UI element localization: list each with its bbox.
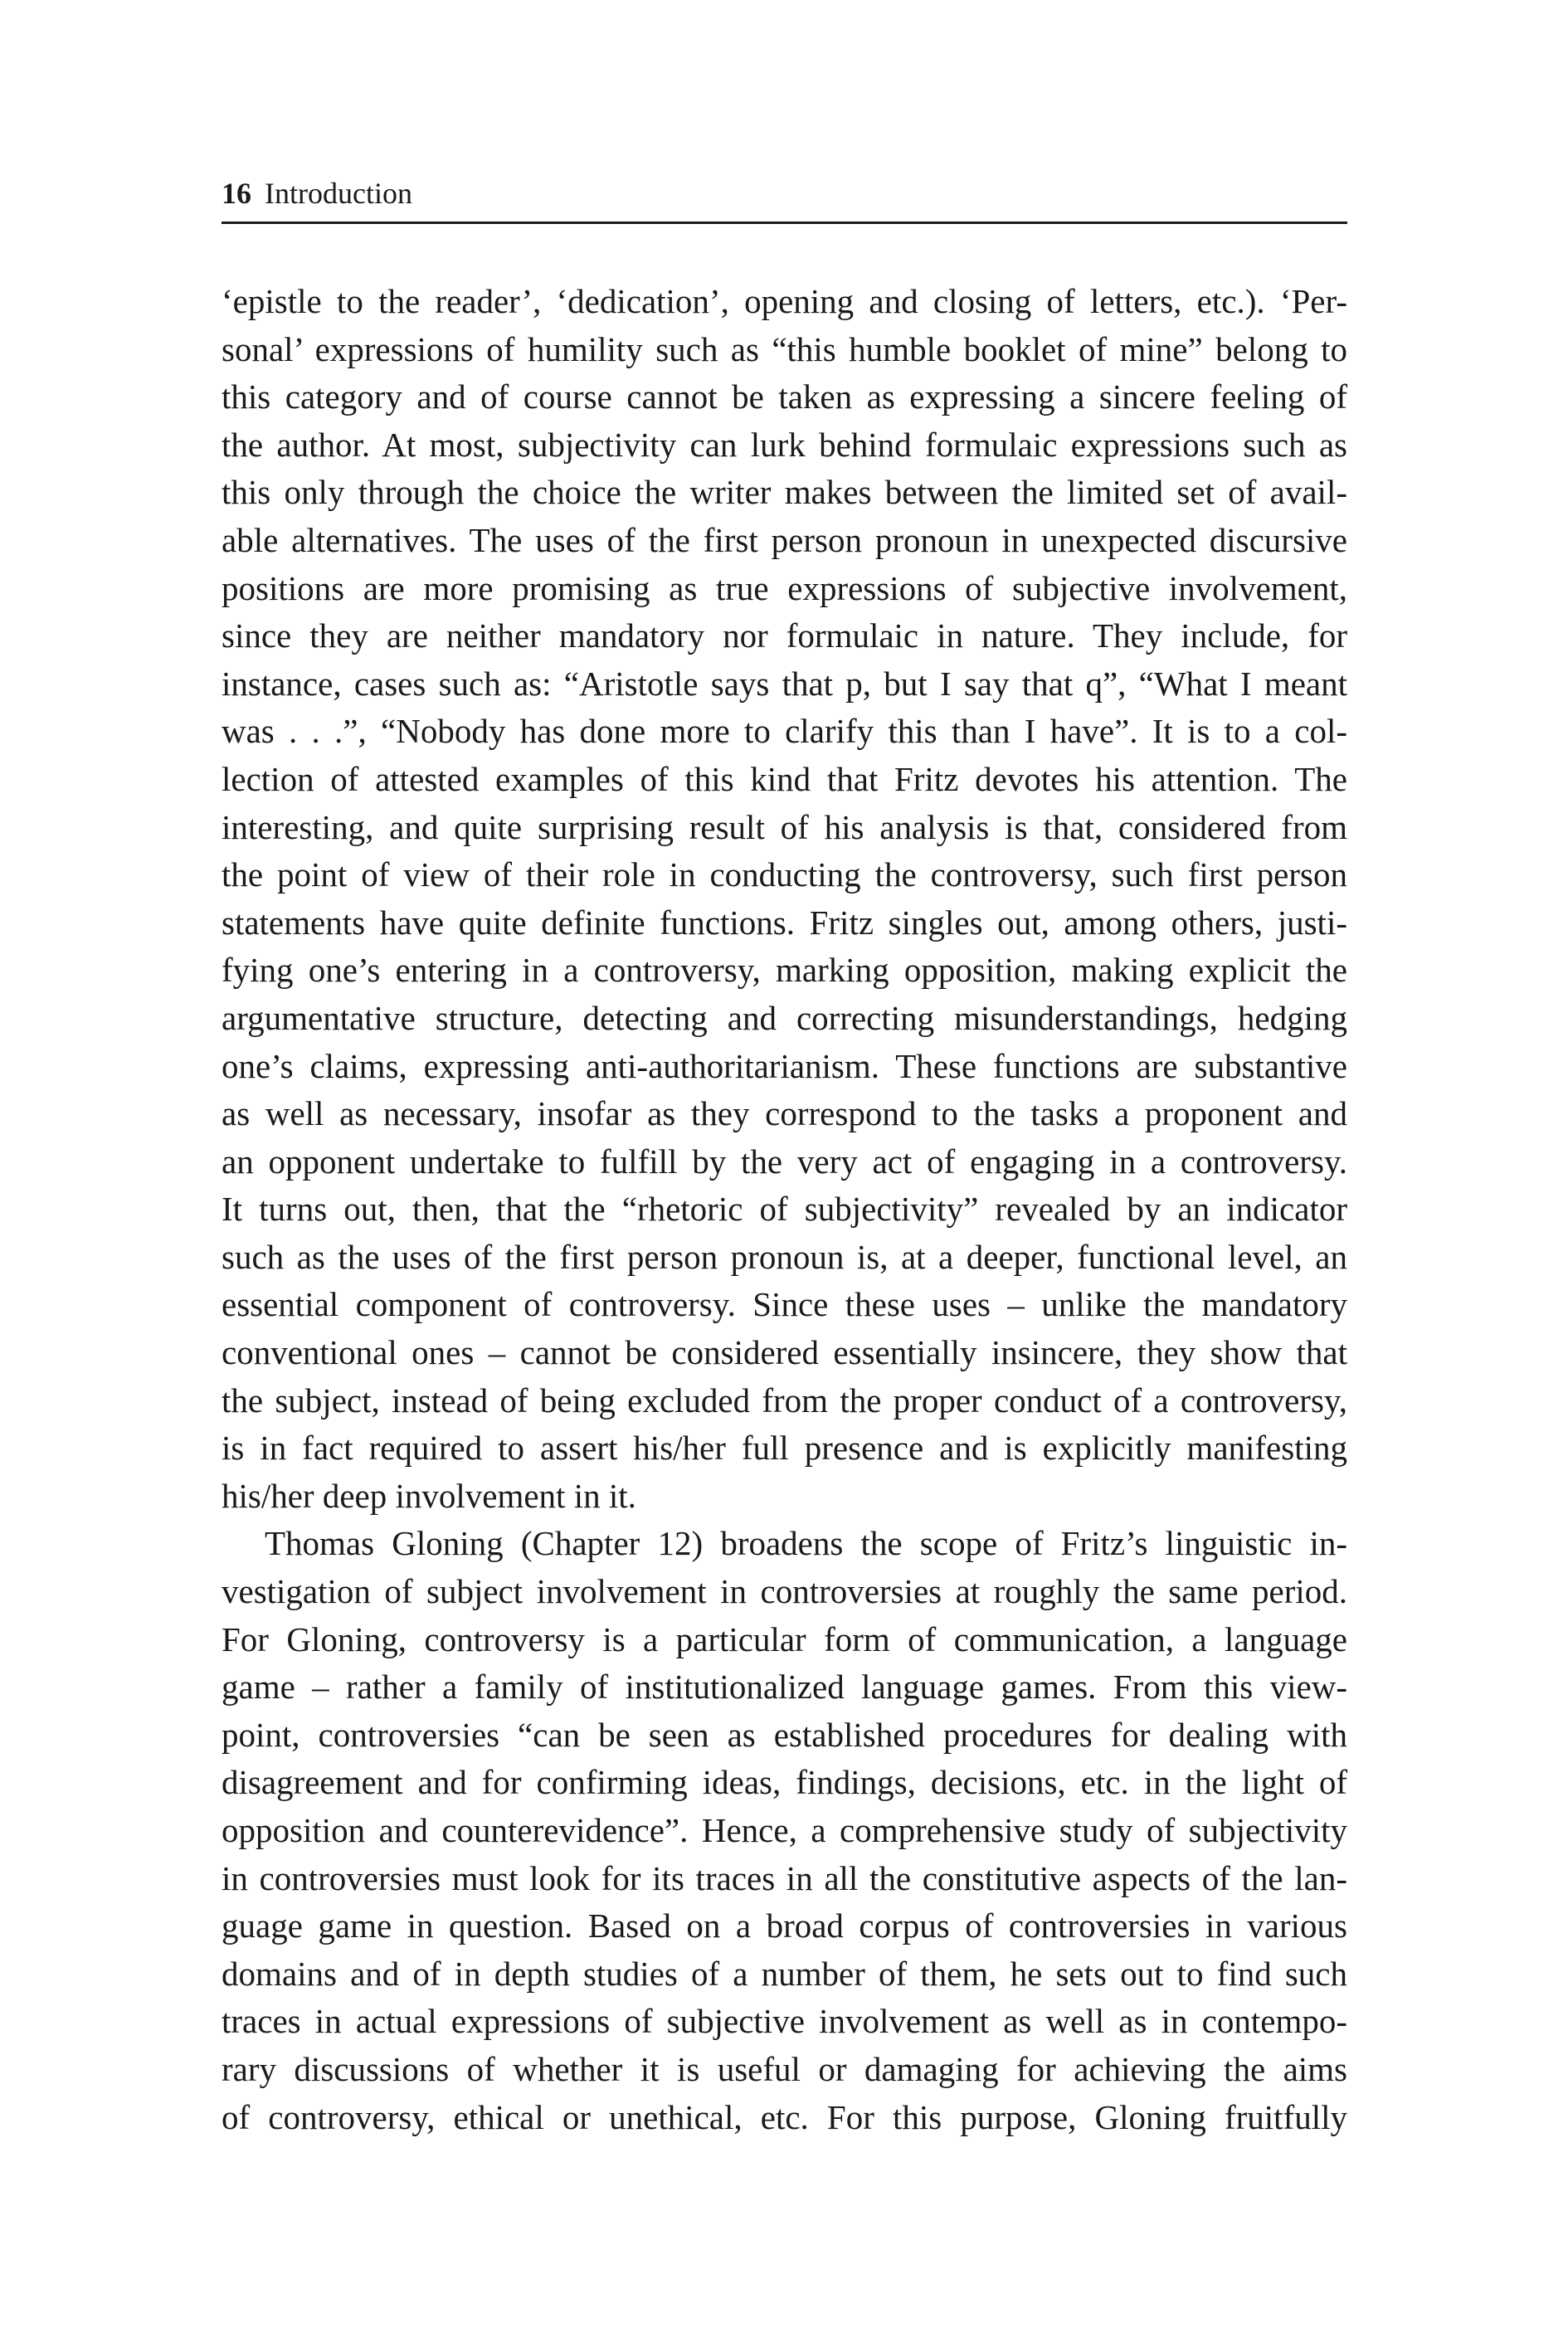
paragraph-start-line: Thomas Gloning (Chapter 12) broadens the scope of Fritz’s linguistic in- <box>265 1524 1347 1563</box>
text-line: guage game in question. Based on a broad corpus of controversies in various <box>222 1906 1347 1945</box>
text-line: the point of view of their role in conducting the controversy, such first person <box>222 855 1347 894</box>
text-line: For Gloning, controversy is a particular form of communication, a language <box>222 1619 1347 1658</box>
text-line: conventional ones – cannot be considered essentially insincere, they show that <box>222 1333 1347 1372</box>
text-line: fying one’s entering in a controversy, marking opposition, making explicit the <box>222 951 1347 990</box>
text-line: vestigation of subject involvement in controversies at roughly the same period. <box>222 1572 1347 1611</box>
text-line: statements have quite definite functions. Fritz singles out, among others, justi- <box>222 903 1347 942</box>
paragraph-end-line: his/her deep involvement in it. <box>222 1476 636 1515</box>
text-line: essential component of controversy. Since these uses – unlike the mandatory <box>222 1285 1347 1324</box>
body-text <box>222 278 1347 2141</box>
text-line: was . . .”, “Nobody has done more to clarify this than I have”. It is to a col- <box>222 712 1347 751</box>
text-line: interesting, and quite surprising result of his analysis is that, considered from <box>222 807 1347 846</box>
text-line: rary discussions of whether it is useful or damaging for achieving the aims <box>222 2049 1347 2088</box>
text-line: domains and of in depth studies of a number of them, he sets out to find such <box>222 1954 1347 1993</box>
text-line: point, controversies “can be seen as established procedures for dealing with <box>222 1715 1347 1754</box>
text-line: the author. At most, subjectivity can lurk behind formulaic expressions such as <box>222 425 1347 464</box>
text-line: ‘epistle to the reader’, ‘dedication’, opening and closing of letters, etc.). ‘Per- <box>222 282 1347 320</box>
text-line: instance, cases such as: “Aristotle says that p, but I say that q”, “What I meant <box>222 664 1347 703</box>
page-number: 16 <box>222 177 251 210</box>
text-line: of controversy, ethical or unethical, etc. For this purpose, Gloning fruitfully <box>222 2097 1347 2136</box>
text-line: in controversies must look for its traces in all the constitutive aspects of the lan- <box>222 1858 1347 1897</box>
text-line: argumentative structure, detecting and correcting misunderstandings, hedging <box>222 998 1347 1037</box>
text-line: this only through the choice the writer makes between the limited set of avail- <box>222 473 1347 512</box>
text-line: lection of attested examples of this kind that Fritz devotes his attention. The <box>222 759 1347 798</box>
running-head <box>222 173 1347 224</box>
text-line: opposition and counterevidence”. Hence, a comprehensive study of subjectivity <box>222 1811 1347 1849</box>
text-line: one’s claims, expressing anti-authoritarianism. These functions are substantive <box>222 1046 1347 1085</box>
text-line: since they are neither mandatory nor formulaic in nature. They include, for <box>222 616 1347 655</box>
running-title: Introduction <box>265 177 412 210</box>
text-line: positions are more promising as true expressions of subjective involvement, <box>222 568 1347 607</box>
text-line: as well as necessary, insofar as they correspond to the tasks a proponent and <box>222 1094 1347 1133</box>
text-line: this category and of course cannot be taken as expressing a sincere feeling of <box>222 377 1347 416</box>
text-line: sonal’ expressions of humility such as “this humble booklet of mine” belong to <box>222 329 1347 368</box>
text-line: able alternatives. The uses of the first person pronoun in unexpected discursive <box>222 520 1347 559</box>
text-line: traces in actual expressions of subjective involvement as well as in contempo- <box>222 2002 1347 2041</box>
text-line: game – rather a family of institutionalized language games. From this view- <box>222 1668 1347 1707</box>
text-line: the subject, instead of being excluded from the proper conduct of a controversy, <box>222 1381 1347 1419</box>
text-line: is in fact required to assert his/her full presence and is explicitly manifesting <box>222 1429 1347 1468</box>
text-line: an opponent undertake to fulfill by the very act of engaging in a controversy. <box>222 1142 1347 1181</box>
text-line: It turns out, then, that the “rhetoric of subjectivity” revealed by an indicator <box>222 1190 1347 1229</box>
text-line: disagreement and for confirming ideas, findings, decisions, etc. in the light of <box>222 1763 1347 1802</box>
text-line: such as the uses of the first person pronoun is, at a deeper, functional level, an <box>222 1237 1347 1276</box>
